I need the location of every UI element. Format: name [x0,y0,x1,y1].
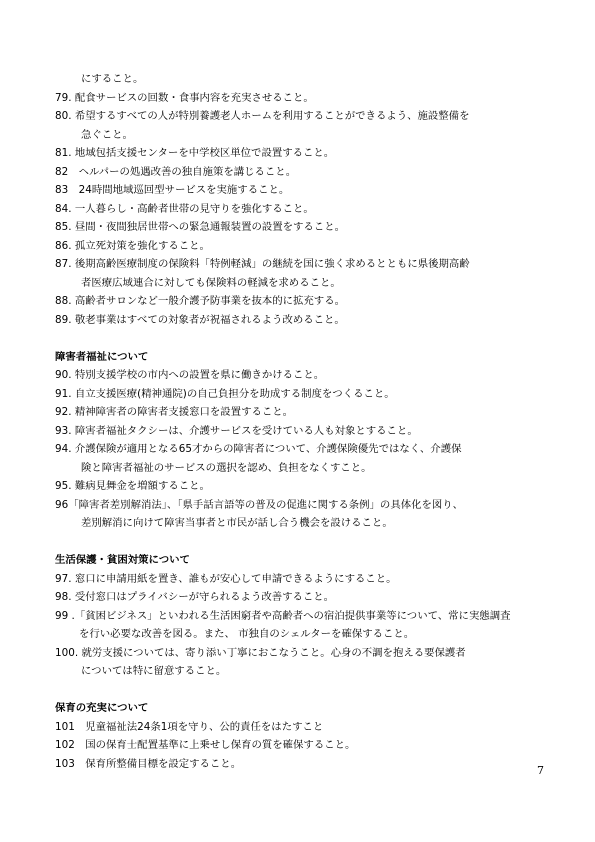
list-item: 99 .「貧困ビジネス」といわれる生活困窮者や高齢者への宿泊提供事業等について、常に実態調査 [55,609,511,622]
section-spacer [55,329,555,348]
list-item: 85. 昼間・夜間独居世帯への緊急通報装置の設置をすること。 [55,221,345,233]
list-item: 97. 窓口に申請用紙を置き、誰もが安心して申請できるようにすること。 [55,572,397,585]
list-item: 92. 精神障害者の障害者支援窓口を設置すること。 [55,406,294,418]
list-item: 93. 障害者福祉タクシーは、介護サービスを受けている人も対象とすること。 [55,424,418,437]
page-number: 7 [537,764,544,777]
disability-welfare-items [55,366,555,533]
list-item: 険と障害者福祉のサービスの選択を認め、負担をなくすこと。 [81,461,372,474]
document-body [55,70,555,773]
section-spacer [55,681,555,700]
list-item: 103 保育所整備目標を設定すること。 [55,757,242,770]
list-item: 82 ヘルパーの処遇改善の独自施策を講じること。 [55,165,297,178]
list-item: 100. 就労支援については、寄り添い丁寧におこなうこと。心身の不調を抱える要保護者 [55,646,466,659]
list-item: 96「障害者差別解消法」、「県手話言語等の普及の促進に関する条例」の具体化を図り、 [55,498,464,511]
list-item: 79. 配食サービスの回数・食事内容を充実させること。 [55,91,314,104]
list-item: 94. 介護保険が適用となる65才からの障害者について、介護保険優先ではなく、介護保 [55,443,462,455]
list-item: 差別解消に向けて障害当事者と市民が話し合う機会を設けること。 [81,517,393,529]
list-item: 91. 自立支援医療(精神通院)の自己負担分を助成する制度をつくること。 [55,387,395,400]
list-item: 急ぐこと。 [81,128,133,141]
list-item: 89. 敬老事業はすべての対象者が祝福されるよう改めること。 [55,313,345,326]
childcare-items [55,718,555,774]
section-spacer [55,533,555,552]
poverty-items [55,570,555,681]
list-item: 90. 特別支援学校の市内への設置を県に働きかけること。 [55,369,325,381]
list-item: 95. 難病見舞金を増額すること。 [55,480,210,492]
list-item: 80. 希望するすべての人が特別養護老人ホームを利用することができるよう、施設整備を [55,110,470,122]
list-item: 86. 孤立死対策を強化すること。 [55,239,210,252]
list-item: 81. 地域包括支援センターを中学校区単位で設置すること。 [55,147,335,159]
section-heading-poverty: 生活保護・貧困対策について [55,554,190,566]
list-item: 87. 後期高齢医療制度の保険料「特例軽減」の継続を国に強く求めるとともに県後期高齢 [55,258,470,270]
list-item: 者医療広域連合に対しても保険料の軽減を求めること。 [81,276,341,289]
list-item: 88. 高齢者サロンなど一般介護予防事業を抜本的に拡充する。 [55,295,345,307]
section-heading-childcare: 保育の充実について [55,702,149,714]
list-item: にすること。 [81,73,144,85]
list-item: 83 24時間地域巡回型サービスを実施すること。 [55,184,290,196]
list-item: を行い必要な改善を図る。また、 市独自のシェルターを確保すること。 [79,628,415,640]
section-heading-disability: 障害者福祉について [55,350,149,363]
list-item: 102 国の保育士配置基準に上乗せし保育の質を確保すること。 [55,739,356,751]
elderly-welfare-items [55,70,555,329]
list-item: 84. 一人暮らし・高齢者世帯の見守りを強化すること。 [55,202,314,215]
list-item: については特に留意すること。 [81,665,227,677]
list-item: 98. 受付窓口はプライバシーが守られるよう改善すること。 [55,591,335,603]
list-item: 101 児童福祉法24条1項を守り、公的責任をはたすこと [55,720,324,733]
